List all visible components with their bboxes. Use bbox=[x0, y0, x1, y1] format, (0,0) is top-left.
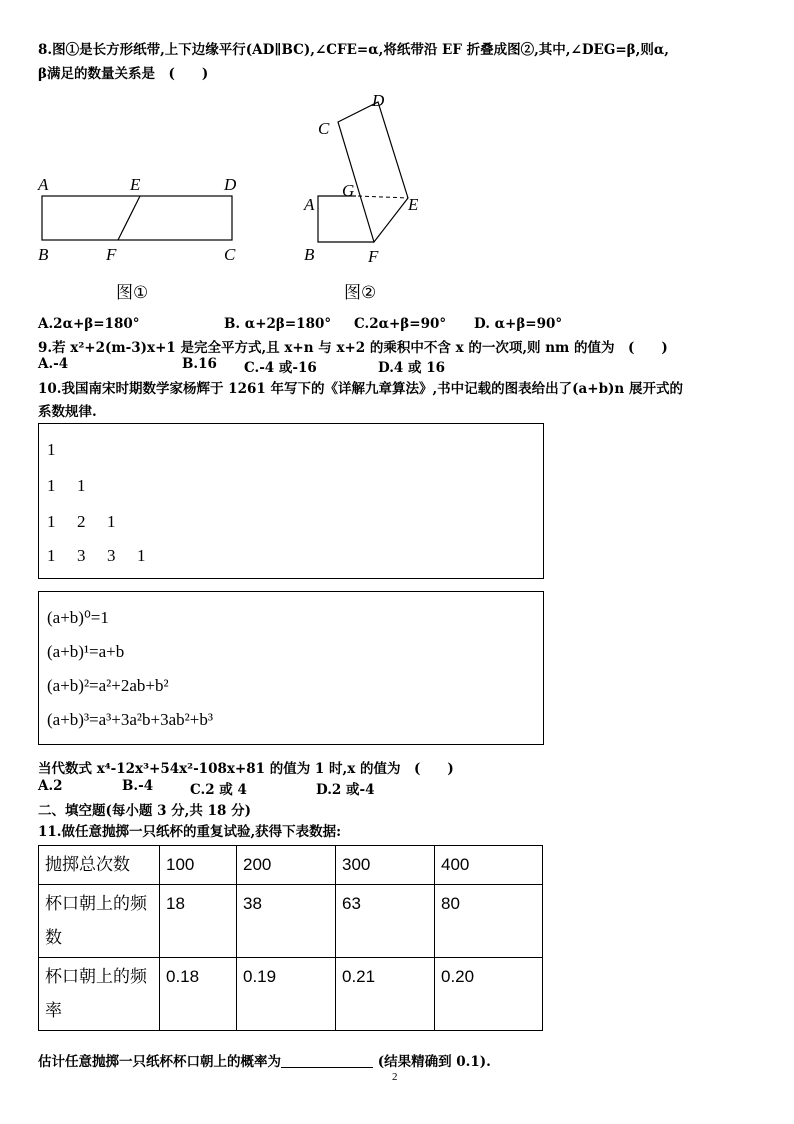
fig1-label-A: A bbox=[38, 175, 49, 194]
table-cell: 0.20 bbox=[435, 958, 543, 1031]
triangle-row-2 bbox=[47, 512, 137, 532]
table-header-cell: 杯口朝上的频数 bbox=[39, 885, 160, 958]
table-row bbox=[39, 885, 543, 958]
q10-option-c: C.2 或 4 bbox=[190, 782, 247, 798]
fig2-label-B: B bbox=[304, 245, 315, 264]
figure-1 bbox=[30, 168, 250, 308]
table-cell: 63 bbox=[336, 885, 435, 958]
table-cell: 200 bbox=[237, 846, 336, 885]
q9-option-b: B.16 bbox=[182, 356, 217, 372]
triangle-cell: 1 bbox=[107, 512, 116, 531]
table-cell: 38 bbox=[237, 885, 336, 958]
table-cell: 0.18 bbox=[160, 958, 237, 1031]
fig2-label-G: G bbox=[342, 181, 355, 200]
triangle-cell: 1 bbox=[47, 546, 56, 565]
table-header-cell: 抛掷总次数 bbox=[39, 846, 160, 885]
q11-prompt-before: 估计任意抛掷一只纸杯杯口朝上的概率为 bbox=[38, 1054, 281, 1070]
triangle-cell: 1 bbox=[47, 512, 56, 531]
fig1-caption: 图① bbox=[116, 283, 149, 303]
fig2-label-F: F bbox=[368, 247, 379, 266]
triangle-cell: 2 bbox=[77, 512, 86, 531]
q10-option-a: A.2 bbox=[38, 778, 63, 794]
q8-option-d: D. α+β=90° bbox=[474, 316, 563, 332]
table-row bbox=[39, 958, 543, 1031]
q11-text: 11.做任意抛掷一只纸杯的重复试验,获得下表数据: bbox=[38, 824, 342, 840]
fig1-label-F: F bbox=[106, 245, 117, 264]
q10-option-d: D.2 或-4 bbox=[316, 782, 375, 798]
fig2-caption: 图② bbox=[344, 283, 377, 303]
expansion-box bbox=[38, 591, 544, 745]
q10-text-line1: 10.我国南宋时期数学家杨辉于 1261 年写下的《详解九章算法》,书中记载的图表给出了(a+b)n 展开式的 bbox=[38, 381, 683, 397]
q8-text-line1: 8.图①是长方形纸带,上下边缘平行(AD∥BC),∠CFE=α,将纸带沿 EF 折叠成图②,其中,∠DEG=β,则α, bbox=[38, 42, 669, 58]
fig2-label-E: E bbox=[408, 195, 419, 214]
triangle-cell: 1 bbox=[137, 546, 146, 565]
triangle-row-3 bbox=[47, 546, 167, 566]
expansion-0: (a+b)⁰=1 bbox=[47, 608, 109, 627]
q8-option-a: A.2α+β=180° bbox=[38, 316, 140, 332]
triangle-cell: 1 bbox=[47, 476, 56, 495]
table-cell: 0.19 bbox=[237, 958, 336, 1031]
expansion-3: (a+b)³=a³+3a²b+3ab²+b³ bbox=[47, 710, 213, 729]
figure-2 bbox=[296, 88, 446, 308]
frequency-table bbox=[38, 845, 543, 1031]
fig2-label-C: C bbox=[318, 119, 330, 138]
q11-prompt bbox=[38, 1050, 491, 1070]
section-2-heading: 二、填空题(每小题 3 分,共 18 分) bbox=[38, 803, 251, 819]
q9-option-d: D.4 或 16 bbox=[378, 360, 446, 376]
triangle-cell: 1 bbox=[77, 476, 86, 495]
table-cell: 80 bbox=[435, 885, 543, 958]
triangle-cell: 3 bbox=[107, 546, 116, 565]
expansion-2: (a+b)²=a²+2ab+b² bbox=[47, 676, 169, 695]
yanghui-triangle-box bbox=[38, 423, 544, 579]
table-header-cell: 杯口朝上的频率 bbox=[39, 958, 160, 1031]
answer-blank bbox=[281, 1054, 373, 1068]
q9-option-c: C.-4 或-16 bbox=[244, 360, 317, 376]
fig2-label-D: D bbox=[372, 91, 385, 110]
q8-text-line2: β满足的数量关系是 ( ) bbox=[38, 66, 209, 82]
table-cell: 0.21 bbox=[336, 958, 435, 1031]
triangle-cell: 3 bbox=[77, 546, 86, 565]
q10-text-line2: 系数规律. bbox=[38, 404, 97, 420]
q9-text: 9.若 x²+2(m-3)x+1 是完全平方式,且 x+n 与 x+2 的乘积中不含 x 的一次项,则 nm 的值为 ( ) bbox=[38, 340, 668, 356]
triangle-row-1 bbox=[47, 476, 107, 496]
q8-option-c: C.2α+β=90° bbox=[354, 316, 447, 332]
fig1-label-D: D bbox=[224, 175, 237, 194]
q10-option-b: B.-4 bbox=[122, 778, 154, 794]
triangle-cell: 1 bbox=[47, 440, 56, 459]
fig1-label-C: C bbox=[224, 245, 236, 264]
q8-option-b: B. α+2β=180° bbox=[224, 316, 332, 332]
fig2-label-A: A bbox=[304, 195, 315, 214]
q10-question: 当代数式 x⁴-12x³+54x²-108x+81 的值为 1 时,x 的值为 ( ) bbox=[38, 761, 454, 777]
expansion-1: (a+b)¹=a+b bbox=[47, 642, 125, 661]
q9-option-a: A.-4 bbox=[38, 356, 69, 372]
triangle-row-0 bbox=[47, 440, 77, 460]
fig1-label-B: B bbox=[38, 245, 49, 264]
table-cell: 100 bbox=[160, 846, 237, 885]
table-row bbox=[39, 846, 543, 885]
q11-prompt-after: (结果精确到 0.1). bbox=[377, 1054, 491, 1070]
table-cell: 400 bbox=[435, 846, 543, 885]
table-cell: 18 bbox=[160, 885, 237, 958]
page-number: 2 bbox=[392, 1071, 398, 1083]
fig1-label-E: E bbox=[130, 175, 141, 194]
table-cell: 300 bbox=[336, 846, 435, 885]
